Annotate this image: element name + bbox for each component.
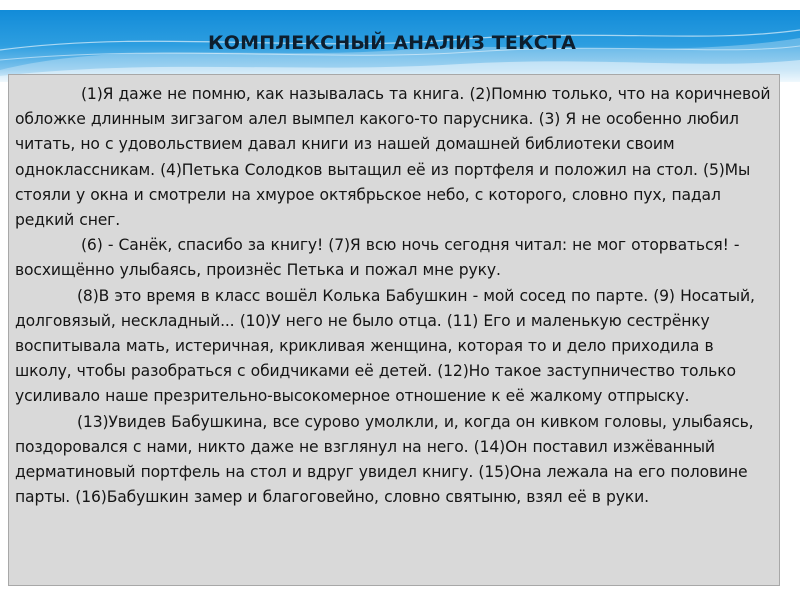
paragraph-2: (6) - Санёк, спасибо за книгу! (7)Я всю ночь сегодня читал: не мог оторваться! - восхищённо улыбаясь, произнёс Петька и пожал мне руку. xyxy=(15,236,740,280)
paragraph-1: (1)Я даже не помню, как называлась та книга. (2)Помню только, что на коричневой обложке длинным зигзагом алел вымпел какого-то парусника. (3) Я не особенно любил читать, но с удовольствием давал книги из нашей домашней библиотеки своим одноклассникам. (4)Петька Солодков вытащил её из портфеля и положил на стол. (5)Мы стояли у окна и смотрели на хмурое октябрьское небо, с которого, словно пух, падал редкий снег. xyxy=(15,85,771,230)
text-box xyxy=(8,74,780,586)
slide-title: КОМПЛЕКСНЫЙ АНАЛИЗ ТЕКСТА xyxy=(208,32,577,54)
paragraph-3: (8)В это время в класс вошёл Колька Бабушкин - мой сосед по парте. (9) Носатый, долговязый, нескладный... (10)У него не было отца. (11) Его и маленькую сестрёнку воспитывала мать, истеричная, крикливая женщина, которая то и дело приходила в школу, чтобы разобраться с обидчиками её детей. (12)Но такое заступничество только усиливало наше презрительно-высокомерное отношение к её жалкому отпрыску. xyxy=(15,286,755,406)
header-band xyxy=(0,0,800,82)
paragraph-4: (13)Увидев Бабушкина, все сурово умолкли, и, когда он кивком головы, улыбаясь, поздоровался с нами, никто даже не взглянул на него. (14)Он поставил изжёванный дерматиновый портфель на стол и вдруг увидел книгу. (15)Она лежала на его половине парты. (16)Бабушкин замер и благоговейно, словно святыню, взял её в руки. xyxy=(15,412,754,507)
top-strip xyxy=(0,0,800,10)
